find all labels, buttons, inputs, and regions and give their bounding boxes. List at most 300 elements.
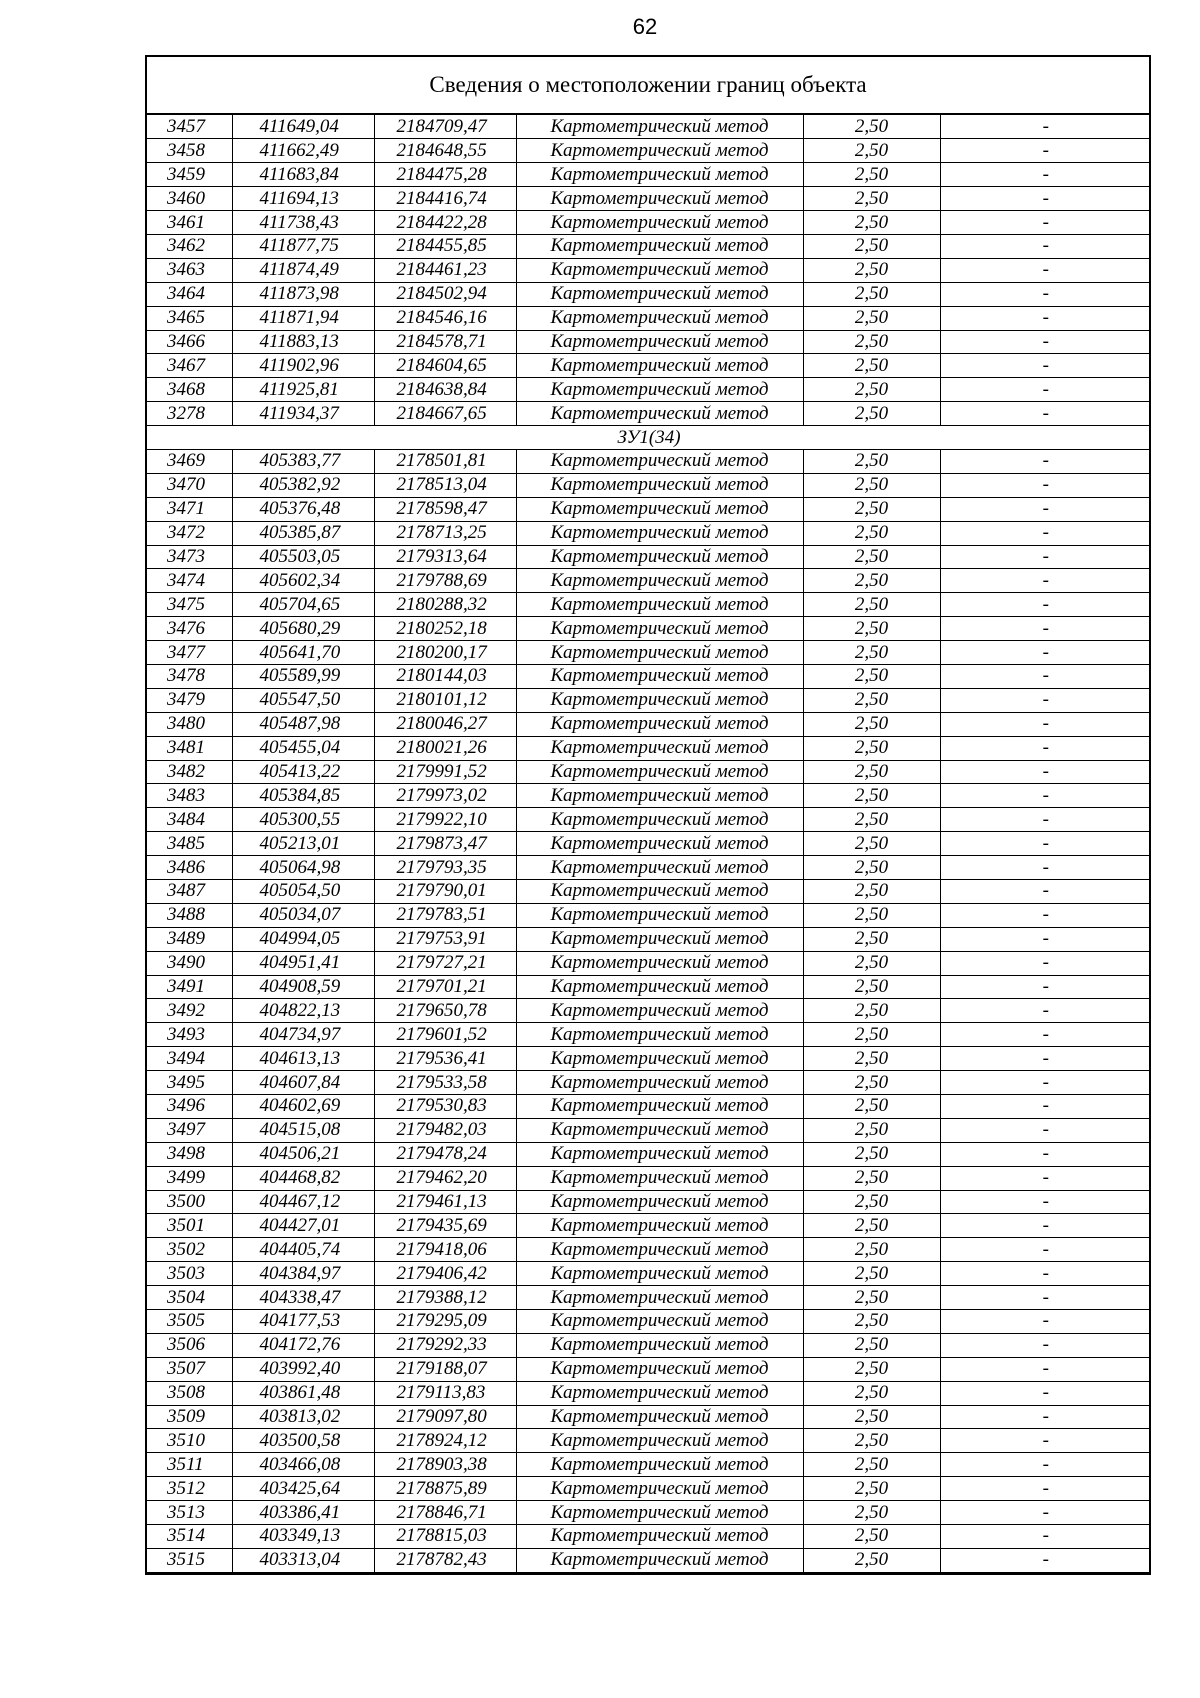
table-row	[147, 880, 1151, 904]
y-coordinate-cell: 2180101,12	[374, 688, 516, 712]
description-cell: -	[940, 736, 1151, 760]
table-row	[147, 832, 1151, 856]
point-number-cell: 3496	[147, 1095, 232, 1119]
precision-cell: 2,50	[803, 330, 940, 354]
method-cell: Картометрический метод	[516, 473, 803, 497]
point-number-cell: 3502	[147, 1238, 232, 1262]
y-coordinate-cell: 2179701,21	[374, 975, 516, 999]
x-coordinate-cell: 404822,13	[232, 999, 374, 1023]
x-coordinate-cell: 403313,04	[232, 1548, 374, 1572]
table-row	[147, 1453, 1151, 1477]
y-coordinate-cell: 2184422,28	[374, 211, 516, 235]
point-number-cell: 3485	[147, 832, 232, 856]
description-cell: -	[940, 211, 1151, 235]
description-cell: -	[940, 1525, 1151, 1549]
precision-cell: 2,50	[803, 1118, 940, 1142]
precision-cell: 2,50	[803, 306, 940, 330]
point-number-cell: 3469	[147, 449, 232, 473]
description-cell: -	[940, 115, 1151, 139]
point-number-cell: 3506	[147, 1333, 232, 1357]
point-number-cell: 3497	[147, 1118, 232, 1142]
y-coordinate-cell: 2179113,83	[374, 1381, 516, 1405]
description-cell: -	[940, 999, 1151, 1023]
y-coordinate-cell: 2180046,27	[374, 712, 516, 736]
y-coordinate-cell: 2180288,32	[374, 593, 516, 617]
precision-cell: 2,50	[803, 521, 940, 545]
precision-cell: 2,50	[803, 832, 940, 856]
description-cell: -	[940, 856, 1151, 880]
y-coordinate-cell: 2179482,03	[374, 1118, 516, 1142]
point-number-cell: 3504	[147, 1286, 232, 1310]
description-cell: -	[940, 784, 1151, 808]
table-row	[147, 115, 1151, 139]
point-number-cell: 3501	[147, 1214, 232, 1238]
precision-cell: 2,50	[803, 903, 940, 927]
precision-cell: 2,50	[803, 1214, 940, 1238]
y-coordinate-cell: 2184502,94	[374, 282, 516, 306]
method-cell: Картометрический метод	[516, 1095, 803, 1119]
table-row	[147, 187, 1151, 211]
table-row	[147, 641, 1151, 665]
y-coordinate-cell: 2179873,47	[374, 832, 516, 856]
table-row	[147, 688, 1151, 712]
y-coordinate-cell: 2184709,47	[374, 115, 516, 139]
table-row	[147, 903, 1151, 927]
y-coordinate-cell: 2179793,35	[374, 856, 516, 880]
precision-cell: 2,50	[803, 1190, 940, 1214]
method-cell: Картометрический метод	[516, 736, 803, 760]
x-coordinate-cell: 405383,77	[232, 449, 374, 473]
point-number-cell: 3479	[147, 688, 232, 712]
precision-cell: 2,50	[803, 688, 940, 712]
point-number-cell: 3483	[147, 784, 232, 808]
table-row	[147, 1525, 1151, 1549]
description-cell: -	[940, 975, 1151, 999]
point-number-cell: 3484	[147, 808, 232, 832]
method-cell: Картометрический метод	[516, 234, 803, 258]
x-coordinate-cell: 405054,50	[232, 880, 374, 904]
table-row	[147, 354, 1151, 378]
method-cell: Картометрический метод	[516, 1262, 803, 1286]
y-coordinate-cell: 2184667,65	[374, 402, 516, 426]
x-coordinate-cell: 405213,01	[232, 832, 374, 856]
description-cell: -	[940, 1142, 1151, 1166]
boundary-table-frame	[145, 55, 1151, 1575]
method-cell: Картометрический метод	[516, 1548, 803, 1572]
description-cell: -	[940, 1405, 1151, 1429]
precision-cell: 2,50	[803, 258, 940, 282]
method-cell: Картометрический метод	[516, 1023, 803, 1047]
method-cell: Картометрический метод	[516, 449, 803, 473]
precision-cell: 2,50	[803, 951, 940, 975]
point-number-cell: 3477	[147, 641, 232, 665]
table-row	[147, 617, 1151, 641]
point-number-cell: 3493	[147, 1023, 232, 1047]
method-cell: Картометрический метод	[516, 282, 803, 306]
y-coordinate-cell: 2179601,52	[374, 1023, 516, 1047]
y-coordinate-cell: 2179292,33	[374, 1333, 516, 1357]
y-coordinate-cell: 2179753,91	[374, 927, 516, 951]
x-coordinate-cell: 405300,55	[232, 808, 374, 832]
precision-cell: 2,50	[803, 641, 940, 665]
method-cell: Картометрический метод	[516, 211, 803, 235]
y-coordinate-cell: 2179097,80	[374, 1405, 516, 1429]
method-cell: Картометрический метод	[516, 1238, 803, 1262]
table-row	[147, 1142, 1151, 1166]
y-coordinate-cell: 2184416,74	[374, 187, 516, 211]
precision-cell: 2,50	[803, 139, 940, 163]
point-number-cell: 3514	[147, 1525, 232, 1549]
method-cell: Картометрический метод	[516, 927, 803, 951]
point-number-cell: 3467	[147, 354, 232, 378]
x-coordinate-cell: 405455,04	[232, 736, 374, 760]
y-coordinate-cell: 2180252,18	[374, 617, 516, 641]
precision-cell: 2,50	[803, 497, 940, 521]
precision-cell: 2,50	[803, 617, 940, 641]
method-cell: Картометрический метод	[516, 975, 803, 999]
point-number-cell: 3473	[147, 545, 232, 569]
method-cell: Картометрический метод	[516, 1501, 803, 1525]
method-cell: Картометрический метод	[516, 999, 803, 1023]
point-number-cell: 3511	[147, 1453, 232, 1477]
point-number-cell: 3458	[147, 139, 232, 163]
precision-cell: 2,50	[803, 234, 940, 258]
precision-cell: 2,50	[803, 187, 940, 211]
method-cell: Картометрический метод	[516, 330, 803, 354]
description-cell: -	[940, 258, 1151, 282]
point-number-cell: 3457	[147, 115, 232, 139]
point-number-cell: 3489	[147, 927, 232, 951]
method-cell: Картометрический метод	[516, 712, 803, 736]
point-number-cell: 3510	[147, 1429, 232, 1453]
y-coordinate-cell: 2179727,21	[374, 951, 516, 975]
method-cell: Картометрический метод	[516, 378, 803, 402]
x-coordinate-cell: 405064,98	[232, 856, 374, 880]
description-cell: -	[940, 1166, 1151, 1190]
precision-cell: 2,50	[803, 1238, 940, 1262]
table-row	[147, 1190, 1151, 1214]
table-row	[147, 545, 1151, 569]
y-coordinate-cell: 2184638,84	[374, 378, 516, 402]
method-cell: Картометрический метод	[516, 880, 803, 904]
point-number-cell: 3488	[147, 903, 232, 927]
method-cell: Картометрический метод	[516, 521, 803, 545]
description-cell: -	[940, 1023, 1151, 1047]
point-number-cell: 3492	[147, 999, 232, 1023]
table-row	[147, 330, 1151, 354]
description-cell: -	[940, 688, 1151, 712]
table-row	[147, 211, 1151, 235]
table-row	[147, 1405, 1151, 1429]
y-coordinate-cell: 2179188,07	[374, 1357, 516, 1381]
description-cell: -	[940, 1357, 1151, 1381]
y-coordinate-cell: 2180144,03	[374, 664, 516, 688]
method-cell: Картометрический метод	[516, 664, 803, 688]
coordinates-table	[147, 115, 1151, 1573]
description-cell: -	[940, 139, 1151, 163]
precision-cell: 2,50	[803, 1333, 940, 1357]
method-cell: Картометрический метод	[516, 1214, 803, 1238]
description-cell: -	[940, 951, 1151, 975]
precision-cell: 2,50	[803, 354, 940, 378]
precision-cell: 2,50	[803, 1310, 940, 1334]
table-row	[147, 378, 1151, 402]
x-coordinate-cell: 403466,08	[232, 1453, 374, 1477]
x-coordinate-cell: 405384,85	[232, 784, 374, 808]
description-cell: -	[940, 927, 1151, 951]
method-cell: Картометрический метод	[516, 951, 803, 975]
table-row	[147, 760, 1151, 784]
x-coordinate-cell: 411883,13	[232, 330, 374, 354]
x-coordinate-cell: 404467,12	[232, 1190, 374, 1214]
description-cell: -	[940, 521, 1151, 545]
point-number-cell: 3507	[147, 1357, 232, 1381]
precision-cell: 2,50	[803, 1548, 940, 1572]
method-cell: Картометрический метод	[516, 1286, 803, 1310]
method-cell: Картометрический метод	[516, 139, 803, 163]
point-number-cell: 3475	[147, 593, 232, 617]
y-coordinate-cell: 2178598,47	[374, 497, 516, 521]
table-row	[147, 1381, 1151, 1405]
precision-cell: 2,50	[803, 1501, 940, 1525]
precision-cell: 2,50	[803, 402, 940, 426]
point-number-cell: 3499	[147, 1166, 232, 1190]
y-coordinate-cell: 2179388,12	[374, 1286, 516, 1310]
table-row	[147, 449, 1151, 473]
method-cell: Картометрический метод	[516, 1477, 803, 1501]
method-cell: Картометрический метод	[516, 1357, 803, 1381]
precision-cell: 2,50	[803, 975, 940, 999]
table-row	[147, 1118, 1151, 1142]
description-cell: -	[940, 1501, 1151, 1525]
description-cell: -	[940, 187, 1151, 211]
point-number-cell: 3465	[147, 306, 232, 330]
method-cell: Картометрический метод	[516, 1525, 803, 1549]
method-cell: Картометрический метод	[516, 760, 803, 784]
method-cell: Картометрический метод	[516, 832, 803, 856]
x-coordinate-cell: 405376,48	[232, 497, 374, 521]
section-row	[147, 426, 1151, 450]
method-cell: Картометрический метод	[516, 1453, 803, 1477]
y-coordinate-cell: 2184461,23	[374, 258, 516, 282]
table-row	[147, 1214, 1151, 1238]
precision-cell: 2,50	[803, 999, 940, 1023]
description-cell: -	[940, 497, 1151, 521]
description-cell: -	[940, 330, 1151, 354]
description-cell: -	[940, 712, 1151, 736]
table-row	[147, 1429, 1151, 1453]
table-row	[147, 1095, 1151, 1119]
method-cell: Картометрический метод	[516, 1142, 803, 1166]
x-coordinate-cell: 403992,40	[232, 1357, 374, 1381]
description-cell: -	[940, 1548, 1151, 1572]
y-coordinate-cell: 2178513,04	[374, 473, 516, 497]
point-number-cell: 3472	[147, 521, 232, 545]
x-coordinate-cell: 404338,47	[232, 1286, 374, 1310]
table-row	[147, 1023, 1151, 1047]
description-cell: -	[940, 1310, 1151, 1334]
x-coordinate-cell: 405641,70	[232, 641, 374, 665]
method-cell: Картометрический метод	[516, 545, 803, 569]
x-coordinate-cell: 411738,43	[232, 211, 374, 235]
y-coordinate-cell: 2184475,28	[374, 163, 516, 187]
x-coordinate-cell: 404506,21	[232, 1142, 374, 1166]
precision-cell: 2,50	[803, 1429, 940, 1453]
table-row	[147, 1310, 1151, 1334]
description-cell: -	[940, 880, 1151, 904]
table-row	[147, 497, 1151, 521]
x-coordinate-cell: 403861,48	[232, 1381, 374, 1405]
point-number-cell: 3487	[147, 880, 232, 904]
point-number-cell: 3478	[147, 664, 232, 688]
y-coordinate-cell: 2179435,69	[374, 1214, 516, 1238]
x-coordinate-cell: 411934,37	[232, 402, 374, 426]
page-number: 62	[632, 14, 658, 39]
table-row	[147, 139, 1151, 163]
coordinates-table-body	[147, 115, 1151, 1572]
x-coordinate-cell: 404468,82	[232, 1166, 374, 1190]
x-coordinate-cell: 411902,96	[232, 354, 374, 378]
method-cell: Картометрический метод	[516, 1429, 803, 1453]
method-cell: Картометрический метод	[516, 593, 803, 617]
table-row	[147, 1333, 1151, 1357]
precision-cell: 2,50	[803, 1047, 940, 1071]
table-row	[147, 258, 1151, 282]
description-cell: -	[940, 234, 1151, 258]
precision-cell: 2,50	[803, 1095, 940, 1119]
y-coordinate-cell: 2184546,16	[374, 306, 516, 330]
y-coordinate-cell: 2178501,81	[374, 449, 516, 473]
table-row	[147, 234, 1151, 258]
point-number-cell: 3460	[147, 187, 232, 211]
method-cell: Картометрический метод	[516, 641, 803, 665]
y-coordinate-cell: 2179973,02	[374, 784, 516, 808]
point-number-cell: 3495	[147, 1071, 232, 1095]
x-coordinate-cell: 404613,13	[232, 1047, 374, 1071]
precision-cell: 2,50	[803, 784, 940, 808]
method-cell: Картометрический метод	[516, 497, 803, 521]
table-row	[147, 1047, 1151, 1071]
method-cell: Картометрический метод	[516, 617, 803, 641]
table-row	[147, 1166, 1151, 1190]
x-coordinate-cell: 411683,84	[232, 163, 374, 187]
precision-cell: 2,50	[803, 1286, 940, 1310]
method-cell: Картометрический метод	[516, 1071, 803, 1095]
method-cell: Картометрический метод	[516, 306, 803, 330]
description-cell: -	[940, 760, 1151, 784]
x-coordinate-cell: 404734,97	[232, 1023, 374, 1047]
y-coordinate-cell: 2178782,43	[374, 1548, 516, 1572]
precision-cell: 2,50	[803, 163, 940, 187]
precision-cell: 2,50	[803, 927, 940, 951]
point-number-cell: 3463	[147, 258, 232, 282]
table-row	[147, 712, 1151, 736]
description-cell: -	[940, 473, 1151, 497]
y-coordinate-cell: 2179991,52	[374, 760, 516, 784]
method-cell: Картометрический метод	[516, 1118, 803, 1142]
precision-cell: 2,50	[803, 593, 940, 617]
y-coordinate-cell: 2180200,17	[374, 641, 516, 665]
precision-cell: 2,50	[803, 1262, 940, 1286]
x-coordinate-cell: 404602,69	[232, 1095, 374, 1119]
method-cell: Картометрический метод	[516, 1333, 803, 1357]
table-row	[147, 473, 1151, 497]
table-row	[147, 999, 1151, 1023]
table-row	[147, 1286, 1151, 1310]
precision-cell: 2,50	[803, 664, 940, 688]
y-coordinate-cell: 2179536,41	[374, 1047, 516, 1071]
description-cell: -	[940, 449, 1151, 473]
description-cell: -	[940, 354, 1151, 378]
x-coordinate-cell: 403813,02	[232, 1405, 374, 1429]
method-cell: Картометрический метод	[516, 187, 803, 211]
x-coordinate-cell: 404384,97	[232, 1262, 374, 1286]
description-cell: -	[940, 1214, 1151, 1238]
description-cell: -	[940, 1453, 1151, 1477]
method-cell: Картометрический метод	[516, 258, 803, 282]
method-cell: Картометрический метод	[516, 569, 803, 593]
table-row	[147, 664, 1151, 688]
y-coordinate-cell: 2178924,12	[374, 1429, 516, 1453]
y-coordinate-cell: 2179295,09	[374, 1310, 516, 1334]
table-row	[147, 282, 1151, 306]
precision-cell: 2,50	[803, 449, 940, 473]
x-coordinate-cell: 411662,49	[232, 139, 374, 163]
x-coordinate-cell: 411871,94	[232, 306, 374, 330]
method-cell: Картометрический метод	[516, 903, 803, 927]
y-coordinate-cell: 2178713,25	[374, 521, 516, 545]
x-coordinate-cell: 405602,34	[232, 569, 374, 593]
y-coordinate-cell: 2184648,55	[374, 139, 516, 163]
x-coordinate-cell: 404607,84	[232, 1071, 374, 1095]
table-row	[147, 975, 1151, 999]
point-number-cell: 3461	[147, 211, 232, 235]
description-cell: -	[940, 808, 1151, 832]
description-cell: -	[940, 378, 1151, 402]
table-row	[147, 1071, 1151, 1095]
point-number-cell: 3509	[147, 1405, 232, 1429]
point-number-cell: 3505	[147, 1310, 232, 1334]
precision-cell: 2,50	[803, 545, 940, 569]
method-cell: Картометрический метод	[516, 808, 803, 832]
y-coordinate-cell: 2179650,78	[374, 999, 516, 1023]
x-coordinate-cell: 404405,74	[232, 1238, 374, 1262]
method-cell: Картометрический метод	[516, 354, 803, 378]
precision-cell: 2,50	[803, 880, 940, 904]
table-row	[147, 521, 1151, 545]
precision-cell: 2,50	[803, 856, 940, 880]
method-cell: Картометрический метод	[516, 115, 803, 139]
y-coordinate-cell: 2179406,42	[374, 1262, 516, 1286]
x-coordinate-cell: 404515,08	[232, 1118, 374, 1142]
point-number-cell: 3480	[147, 712, 232, 736]
precision-cell: 2,50	[803, 1453, 940, 1477]
y-coordinate-cell: 2179478,24	[374, 1142, 516, 1166]
method-cell: Картометрический метод	[516, 402, 803, 426]
y-coordinate-cell: 2178815,03	[374, 1525, 516, 1549]
precision-cell: 2,50	[803, 808, 940, 832]
x-coordinate-cell: 403349,13	[232, 1525, 374, 1549]
y-coordinate-cell: 2179790,01	[374, 880, 516, 904]
description-cell: -	[940, 1047, 1151, 1071]
point-number-cell: 3470	[147, 473, 232, 497]
table-row	[147, 1501, 1151, 1525]
precision-cell: 2,50	[803, 1166, 940, 1190]
precision-cell: 2,50	[803, 1142, 940, 1166]
x-coordinate-cell: 405385,87	[232, 521, 374, 545]
method-cell: Картометрический метод	[516, 688, 803, 712]
precision-cell: 2,50	[803, 1357, 940, 1381]
